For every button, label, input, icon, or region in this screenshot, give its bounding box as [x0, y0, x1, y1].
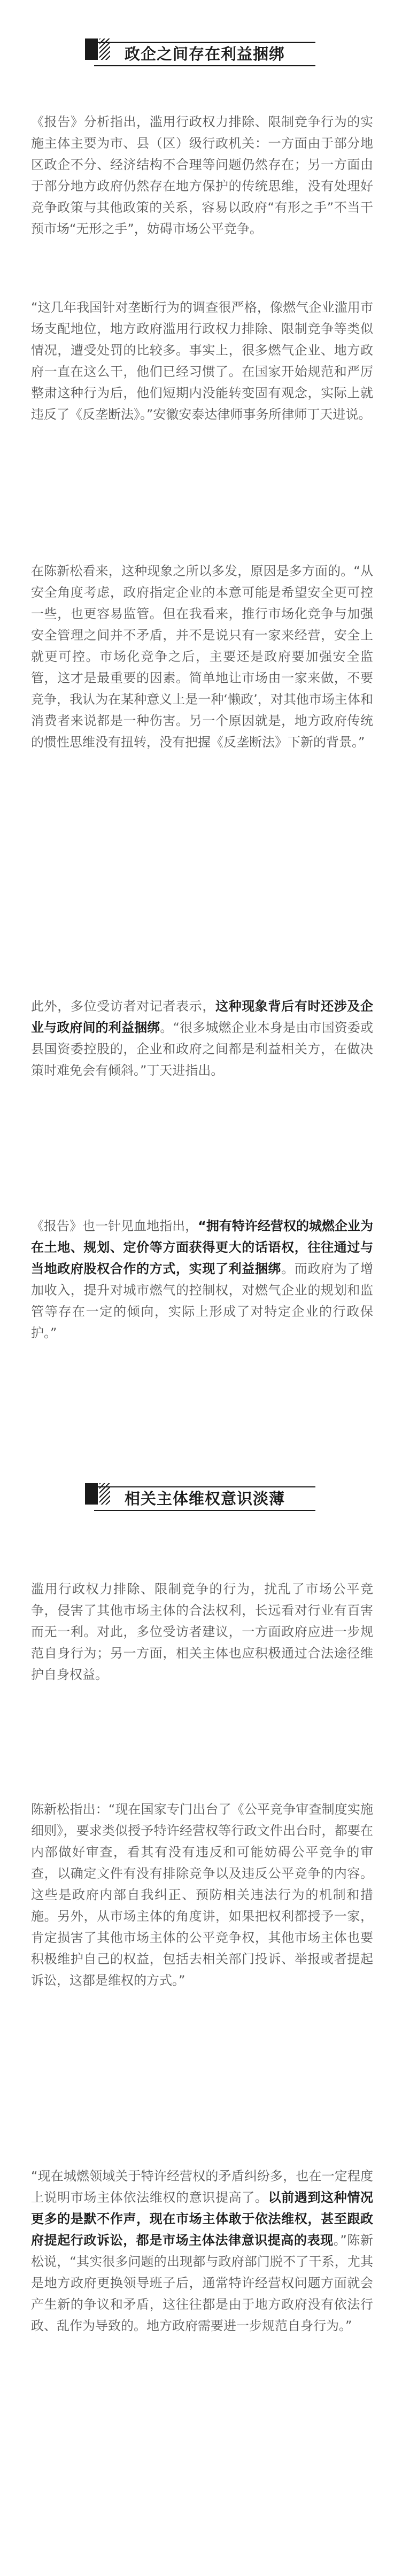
text-span: 在陈新松看来，这种现象之所以多发，原因是多方面的。“从安全角度考虑，政府指定企业的本意可能是希望安全更可控一些，也更容易监管。但在我看来，推行市场化竞争与加强安全管理之间并不矛盾，并不是说只有一家来经营，安全上就更可控。市场化竞争之后，主要还是政府要加强安全监管，这才是最重要的因素。简单地让市场由一家来做，不要竞争，我认为在某种意义上是一种‘懒政’，对其他市场主体和消费者来说都是一种伤害。另一个原因就是，地方政府传统的惯性思维没有扭转，没有把握《反垄断法》下新的背景。” — [31, 564, 373, 750]
text-span: “这几年我国针对垄断行为的调查很严格，像燃气企业滥用市场支配地位，地方政府滥用行政权力排除、限制竞争等类似情况，遭受处罚的比较多。事实上，很多燃气企业、地方政府一直在这么干，他们已经习惯了。在国家开始规范和严厉整肃这种行为后，他们短期内没能转变固有观念，实际上就违反了《反垄断法》。”安徽安泰达律师事务所律师丁天进说。 — [31, 300, 373, 422]
text-span: 。“很多城燃企业本身是由市国资委或县国资委控股的，企业和政府之间都是利益相关方，在做决策时难免会有倾斜。”丁天进指出。 — [31, 1020, 373, 1078]
text-span: 此外，多位受访者对记者表示， — [31, 999, 215, 1014]
paragraph — [31, 1799, 373, 1991]
paragraph — [31, 2165, 373, 2336]
text-span: 《报告》也一针见血地指出， — [31, 1218, 198, 1233]
text-span: 陈新松指出：“现在国家专门出台了《公平竞争审查制度实施细则》，要求类似授予特许经营权等行政文件出台时，都要在内部做好审查，看其有没有违反和可能妨碍公平竞争的审查，以确定文件有没有排除竞争以及违反公平竞争的内容。这些是政府内部自我纠正、预防相关违法行为的机制和措施。另外，从市场主体的角度讲，如果把权利都授予一家，肯定损害了其他市场主体的公平竞争权，其他市场主体也要积极维护自己的权益，包括去相关部门投诉、举报或者提起诉讼，这都是维权的方式。” — [31, 1802, 373, 1988]
bold-highlight: 这种现象背后有时还涉及企业与政府间的利益捆绑 — [31, 999, 374, 1035]
paragraph — [31, 1215, 373, 1344]
paragraph — [31, 560, 373, 753]
text-span: 滥用行政权力排除、限制竞争的行为，扰乱了市场公平竞争，侵害了其他市场主体的合法权利，长远看对行业有百害而无一利。对此，多位受访者建议，一方面政府应进一步规范自身行为；另一方面，相关主体也应积极通过合法途径维护自身权益。 — [31, 1582, 373, 1682]
text-span: 《报告》分析指出，滥用行政权力排除、限制竞争行为的实施主体主要为市、县（区）级行政机关：一方面由于部分地区政企不分、经济结构不合理等问题仍然存在；另一方面由于部分地方政府仍然存在地方保护的传统思维，没有处理好竞争政策与其他政策的关系，容易以政府“有形之手”不当干预市场“无形之手”，妨碍市场公平竞争。 — [31, 114, 373, 236]
section-header — [0, 1481, 402, 1518]
paragraph — [31, 111, 373, 240]
text-span: 。而政府为了增加收入，提升对城市燃气的控制权，对燃气企业的规划和监管等存在一定的倾向，实际上形成了对特定企业的行政保护。” — [31, 1261, 374, 1340]
bold-highlight: “拥有特许经营权的城燃企业为在土地、规划、定价等方面获得更大的话语权，往往通过与当地政府股权合作的方式，实现了利益捆绑 — [31, 1218, 373, 1276]
section-title-box — [94, 1486, 315, 1511]
paragraph — [31, 1578, 373, 1685]
text-span: “现在城燃领域关于特许经营权的矛盾纠纷多，也在一定程度上说明市场主体依法维权的意识提高了。 — [31, 2169, 373, 2205]
section-header — [0, 36, 402, 74]
section-title: 相关主体维权意识淡薄 — [124, 1490, 285, 1508]
section-title-box — [94, 42, 315, 66]
bold-highlight: 以前遇到这种情况更多的是默不作声，现在市场主体敢于依法维权，甚至跟政府提起行政诉讼，都是市场主体法律意识提高的表现 — [31, 2190, 374, 2248]
section-title: 政企之间存在利益捆绑 — [124, 45, 285, 63]
paragraph — [31, 297, 373, 425]
text-span: 。”陈新松说，“其实很多问题的出现都与政府部门脱不了干系，尤其是地方政府更换领导班子后，通常特许经营权问题方面就会产生新的争议和矛盾，这往往都是由于地方政府没有依法行政、乱作为导致的。地方政府需要进一步规范自身行为。” — [31, 2233, 373, 2333]
paragraph — [31, 996, 373, 1081]
